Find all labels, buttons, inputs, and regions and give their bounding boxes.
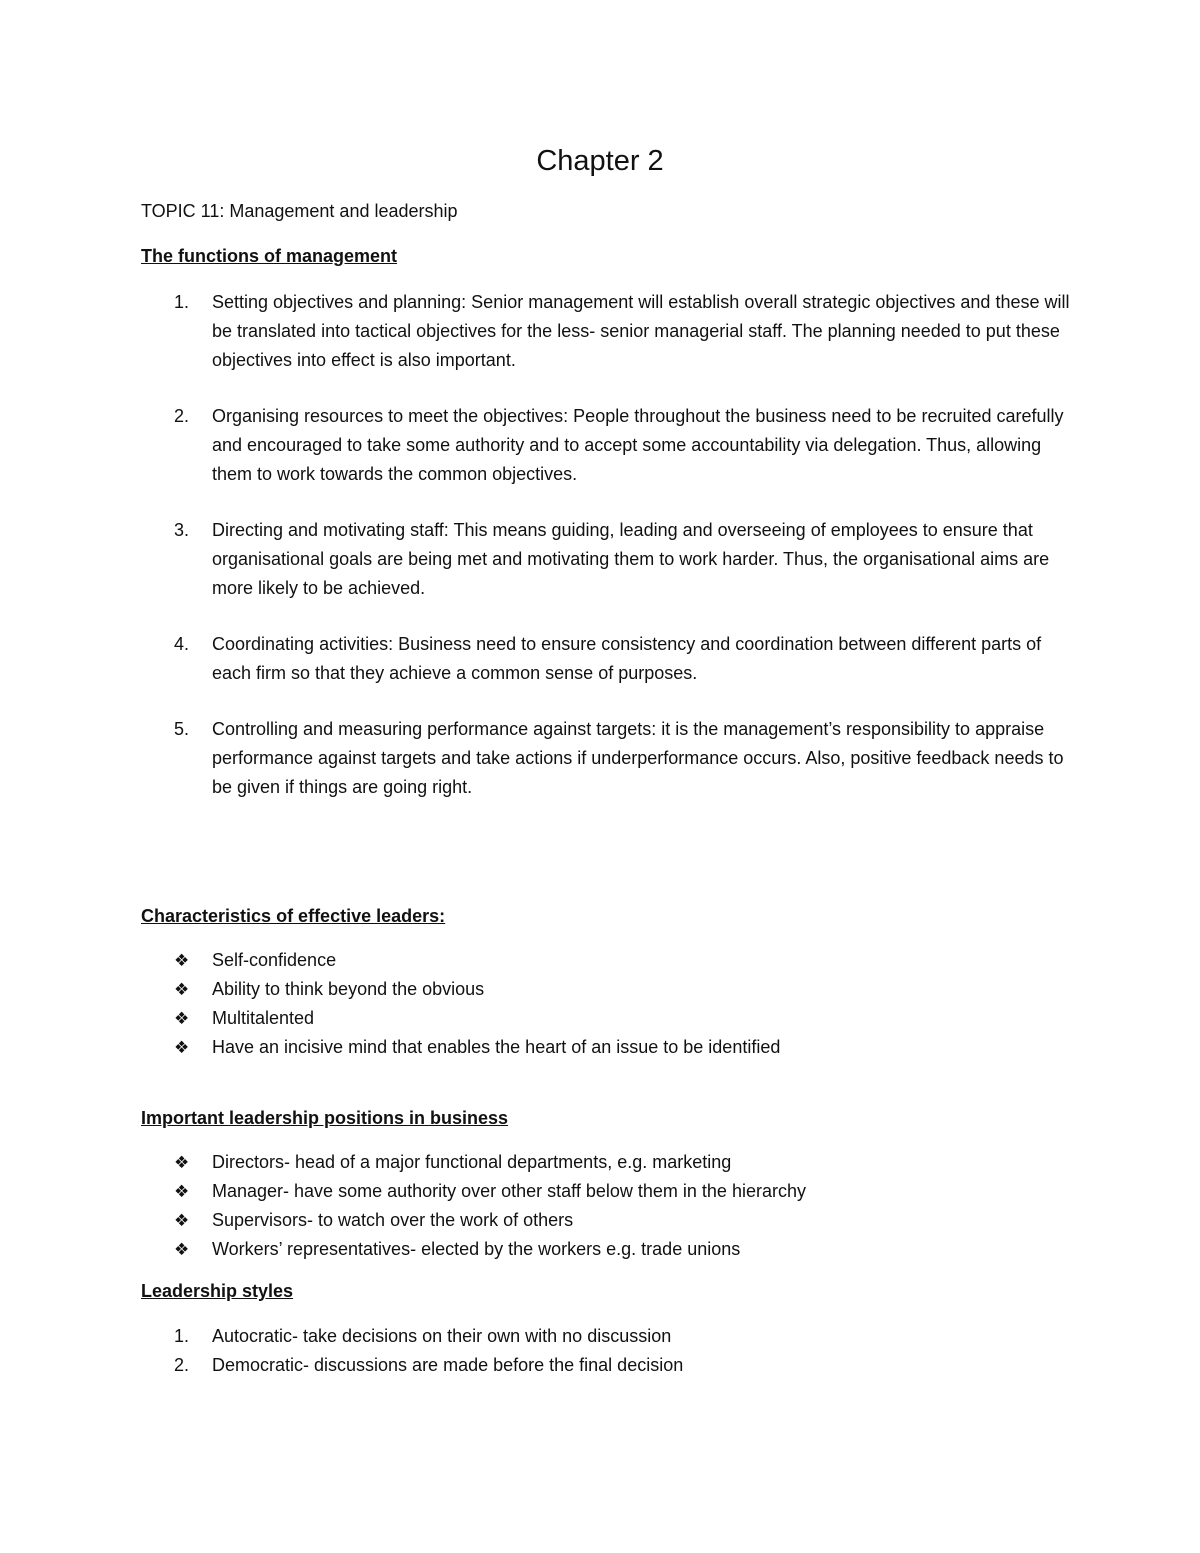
list-item (141, 516, 1081, 603)
list-item-text: Coordinating activities: Business need to ensure consistency and coordination between different parts of each firm so that they achieve a common sense of purposes. (212, 634, 1042, 683)
diamond-bullet-icon: ❖ (174, 951, 190, 970)
diamond-bullet-icon: ❖ (174, 1240, 190, 1259)
list-item-text: Autocratic- take decisions on their own with no discussion (212, 1326, 672, 1346)
list-item (141, 1004, 1081, 1033)
list-item (141, 1351, 1081, 1380)
list-item (141, 288, 1081, 375)
list-number: 2. (174, 406, 190, 426)
list-item (141, 1235, 1081, 1264)
list-item-text: Setting objectives and planning: Senior management will establish overall strategic objectives and these will be translated into tactical objectives for the less- senior managerial staff. The planning needed to put these objectives into effect is also important. (212, 292, 1070, 370)
list-item-text: Democratic- discussions are made before the final decision (212, 1355, 684, 1375)
styles-list (141, 1322, 1081, 1380)
list-number: 5. (174, 719, 190, 739)
list-item (141, 975, 1081, 1004)
list-item (141, 1322, 1081, 1351)
functions-list (141, 288, 1081, 802)
list-number: 4. (174, 634, 190, 654)
list-number: 1. (174, 292, 190, 312)
list-item (141, 402, 1081, 489)
diamond-bullet-icon: ❖ (174, 1211, 190, 1230)
list-item-text: Have an incisive mind that enables the heart of an issue to be identified (212, 1037, 781, 1057)
list-number: 3. (174, 520, 190, 540)
list-item (141, 1033, 1081, 1062)
diamond-bullet-icon: ❖ (174, 1153, 190, 1172)
diamond-bullet-icon: ❖ (174, 1182, 190, 1201)
list-item-text: Multitalented (212, 1008, 315, 1028)
list-item-text: Controlling and measuring performance against targets: it is the management’s responsibility to appraise performance against targets and take actions if underperformance occurs. Also, positive feedback needs to be given if things are going right. (212, 719, 1064, 797)
list-item-text: Supervisors- to watch over the work of others (212, 1210, 574, 1230)
list-item (141, 715, 1081, 802)
list-item-text: Directors- head of a major functional departments, e.g. marketing (212, 1152, 732, 1172)
diamond-bullet-icon: ❖ (174, 980, 190, 999)
diamond-bullet-icon: ❖ (174, 1009, 190, 1028)
characteristics-heading: Characteristics of effective leaders: (141, 906, 446, 926)
page-title: Chapter 2 (536, 145, 664, 177)
list-item (141, 946, 1081, 975)
list-item-text: Directing and motivating staff: This means guiding, leading and overseeing of employees to ensure that organisational goals are being met and motivating them to work harder. Thus, the organisational aims are more likely to be achieved. (212, 520, 1050, 598)
list-item-text: Manager- have some authority over other staff below them in the hierarchy (212, 1181, 806, 1201)
diamond-bullet-icon: ❖ (174, 1038, 190, 1057)
list-number: 2. (174, 1355, 190, 1375)
list-item (141, 1206, 1081, 1235)
positions-heading: Important leadership positions in business (141, 1108, 509, 1128)
list-item-text: Self-confidence (212, 950, 337, 970)
positions-list (141, 1148, 1081, 1264)
styles-heading: Leadership styles (141, 1281, 294, 1301)
list-item-text: Organising resources to meet the objectives: People throughout the business need to be recruited carefully and encouraged to take some authority and to accept some accountability via delegation. Thus, allowing them to work towards the common objectives. (212, 406, 1064, 484)
list-item (141, 1148, 1081, 1177)
list-item (141, 630, 1081, 688)
list-item-text: Ability to think beyond the obvious (212, 979, 485, 999)
topic-line: TOPIC 11: Management and leadership (141, 201, 458, 221)
list-item (141, 1177, 1081, 1206)
list-number: 1. (174, 1326, 190, 1346)
list-item-text: Workers’ representatives- elected by the workers e.g. trade unions (212, 1239, 741, 1259)
functions-heading: The functions of management (141, 246, 398, 266)
characteristics-list (141, 946, 1081, 1062)
